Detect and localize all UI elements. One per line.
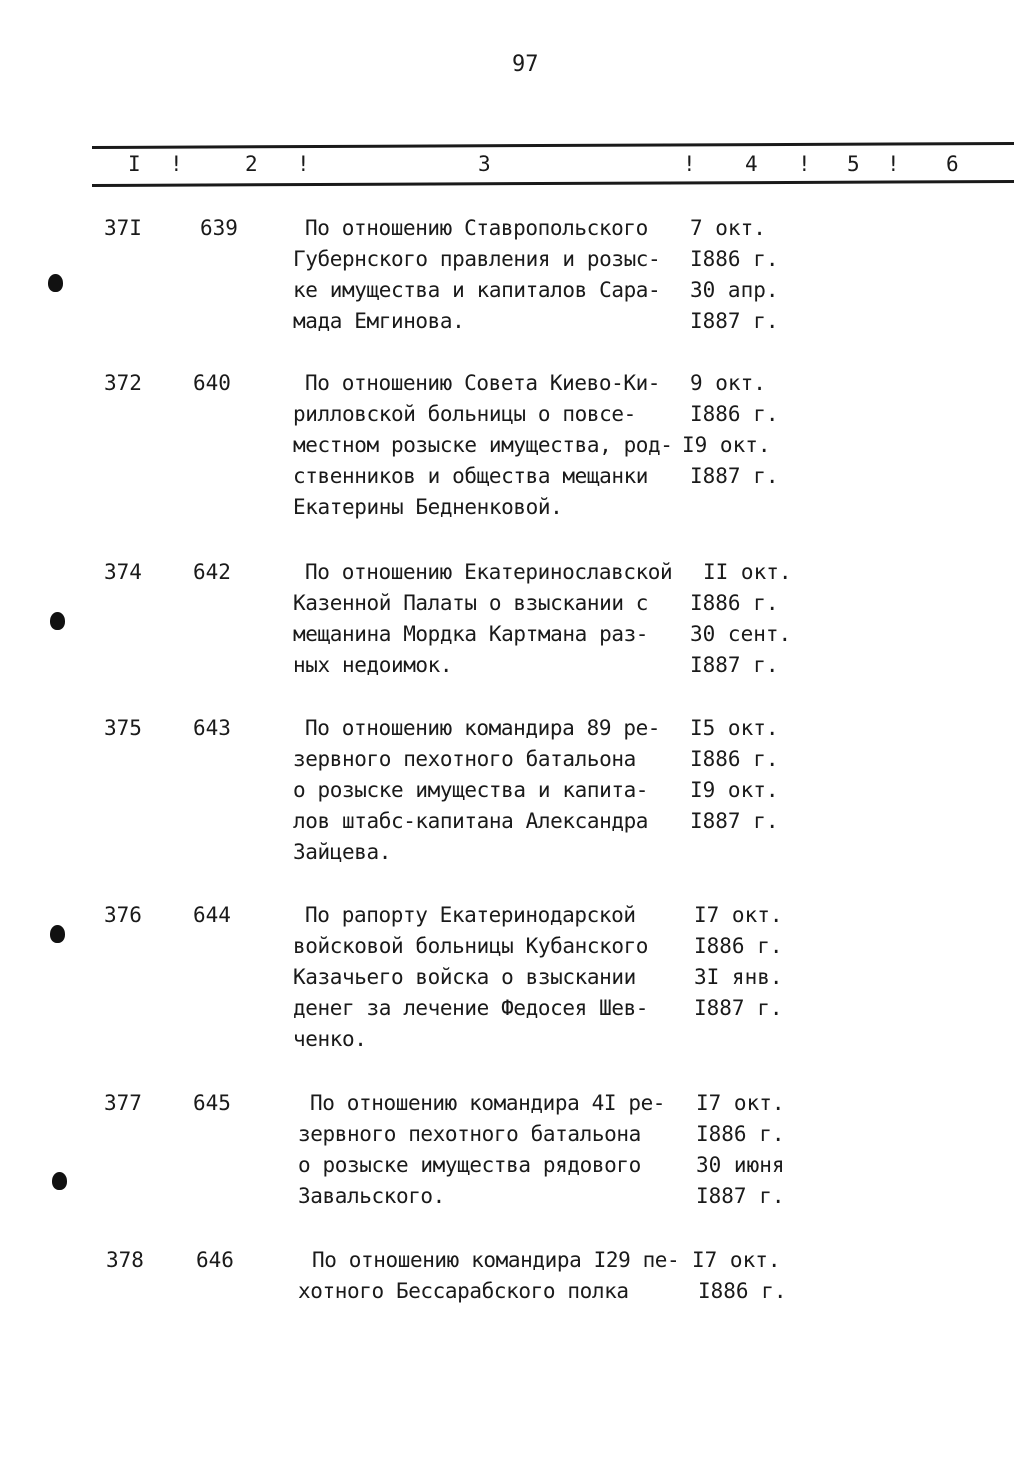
entry-number: 377 bbox=[104, 1091, 142, 1115]
date-start-day: I7 окт. bbox=[696, 1091, 785, 1115]
header-col-2: 2 bbox=[245, 152, 258, 176]
description-line: Казенной Палаты о взыскании с bbox=[293, 591, 649, 615]
punch-hole-mark bbox=[50, 612, 65, 630]
header-col-1: I bbox=[128, 152, 141, 176]
file-number: 640 bbox=[193, 371, 231, 395]
description-line: По отношению Ставропольского bbox=[305, 216, 648, 240]
file-number: 645 bbox=[193, 1091, 231, 1115]
date-start-day: I5 окт. bbox=[690, 716, 779, 740]
description-line: ных недоимок. bbox=[293, 653, 453, 677]
file-number: 644 bbox=[193, 903, 231, 927]
date-start-day: I7 окт. bbox=[692, 1248, 781, 1272]
date-start-day: II окт. bbox=[703, 560, 792, 584]
header-separator: ! bbox=[683, 152, 696, 176]
date-end-day: I9 окт. bbox=[690, 778, 779, 802]
date-start-day: 7 окт. bbox=[690, 216, 766, 240]
header-col-5: 5 bbox=[847, 152, 860, 176]
description-line: местном розыске имущества, род- bbox=[293, 433, 673, 457]
description-line: Губернского правления и розыс- bbox=[293, 247, 661, 271]
file-number: 646 bbox=[196, 1248, 234, 1272]
header-separator: ! bbox=[170, 152, 183, 176]
description-line: По отношению Совета Киево-Ки- bbox=[305, 371, 661, 395]
header-separator: ! bbox=[798, 152, 811, 176]
header-col-3: 3 bbox=[478, 152, 491, 176]
description-line: ченко. bbox=[293, 1027, 367, 1051]
header-rule-top bbox=[92, 142, 1014, 149]
date-end-day: 30 апр. bbox=[690, 278, 779, 302]
date-end-day: 30 июня bbox=[696, 1153, 785, 1177]
table-header-row bbox=[0, 152, 1024, 180]
punch-hole-mark bbox=[48, 274, 63, 292]
entry-number: 37I bbox=[104, 216, 142, 240]
description-line: Екатерины Бедненковой. bbox=[293, 495, 563, 519]
date-end-year: I887 г. bbox=[696, 1184, 785, 1208]
date-end-year: I887 г. bbox=[690, 809, 779, 833]
date-end-year: I887 г. bbox=[694, 996, 783, 1020]
description-line: По отношению командира 89 ре- bbox=[305, 716, 661, 740]
description-line: о розыске имущества рядового bbox=[298, 1153, 641, 1177]
entry-number: 372 bbox=[104, 371, 142, 395]
description-line: Казачьего войска о взыскании bbox=[293, 965, 636, 989]
description-line: зервного пехотного батальона bbox=[298, 1122, 641, 1146]
date-end-year: I887 г. bbox=[690, 309, 779, 333]
description-line: По отношению командира 4I ре- bbox=[310, 1091, 666, 1115]
date-end-year: I887 г. bbox=[690, 653, 779, 677]
description-line: ственников и общества мещанки bbox=[293, 464, 649, 488]
entry-number: 374 bbox=[104, 560, 142, 584]
date-start-year: I886 г. bbox=[690, 247, 779, 271]
header-col-4: 4 bbox=[745, 152, 758, 176]
description-line: хотного Бессарабского полка bbox=[298, 1279, 629, 1303]
date-start-year: I886 г. bbox=[690, 591, 779, 615]
description-line: мещанина Мордка Картмана раз- bbox=[293, 622, 649, 646]
description-line: рилловской больницы о повсе- bbox=[293, 402, 636, 426]
description-line: По рапорту Екатеринодарской bbox=[305, 903, 636, 927]
date-end-day: 3I янв. bbox=[694, 965, 783, 989]
description-line: По отношению Екатеринославской bbox=[305, 560, 673, 584]
header-rule-bottom bbox=[92, 180, 1014, 187]
description-line: Зайцева. bbox=[293, 840, 391, 864]
description-line: ке имущества и капиталов Сара- bbox=[293, 278, 661, 302]
description-line: лов штабс-капитана Александра bbox=[293, 809, 649, 833]
punch-hole-mark bbox=[50, 925, 65, 943]
file-number: 643 bbox=[193, 716, 231, 740]
date-end-day: 30 сент. bbox=[690, 622, 792, 646]
date-start-year: I886 г. bbox=[690, 402, 779, 426]
description-line: По отношению командира I29 пе- bbox=[312, 1248, 680, 1272]
date-end-year: I887 г. bbox=[690, 464, 779, 488]
entry-number: 378 bbox=[106, 1248, 144, 1272]
header-separator: ! bbox=[887, 152, 900, 176]
date-start-day: 9 окт. bbox=[690, 371, 766, 395]
date-start-day: I7 окт. bbox=[694, 903, 783, 927]
date-end-day: I9 окт. bbox=[682, 433, 771, 457]
date-start-year: I886 г. bbox=[696, 1122, 785, 1146]
entry-number: 375 bbox=[104, 716, 142, 740]
entry-number: 376 bbox=[104, 903, 142, 927]
punch-hole-mark bbox=[52, 1172, 67, 1190]
description-line: о розыске имущества и капита- bbox=[293, 778, 649, 802]
file-number: 642 bbox=[193, 560, 231, 584]
description-line: мада Емгинова. bbox=[293, 309, 465, 333]
file-number: 639 bbox=[200, 216, 238, 240]
header-separator: ! bbox=[297, 152, 310, 176]
description-line: денег за лечение Федосея Шев- bbox=[293, 996, 649, 1020]
description-line: Завальского. bbox=[298, 1184, 445, 1208]
date-start-year: I886 г. bbox=[694, 934, 783, 958]
date-start-year: I886 г. bbox=[698, 1279, 787, 1303]
description-line: зервного пехотного батальона bbox=[293, 747, 636, 771]
page-number: 97 bbox=[512, 52, 539, 77]
header-col-6: 6 bbox=[946, 152, 959, 176]
description-line: войсковой больницы Кубанского bbox=[293, 934, 649, 958]
date-start-year: I886 г. bbox=[690, 747, 779, 771]
